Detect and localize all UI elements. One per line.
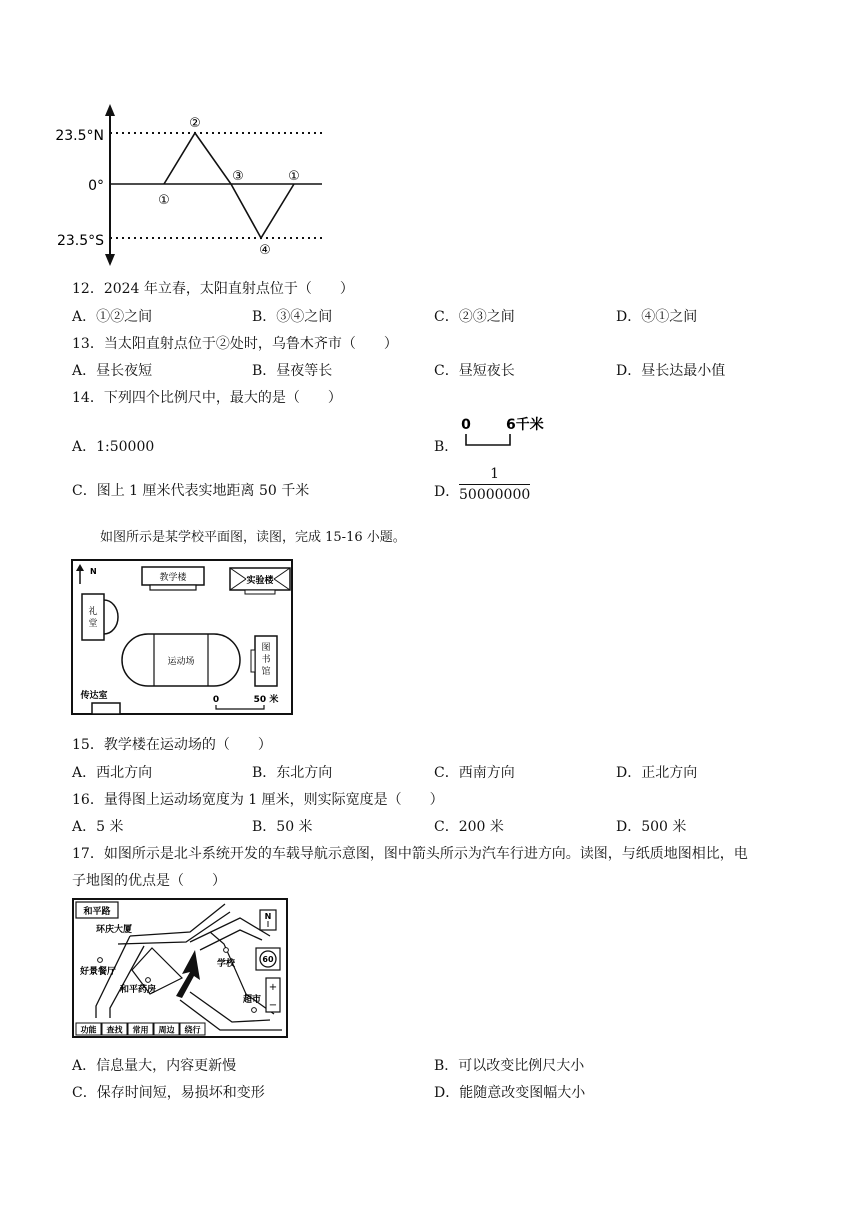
school-north-label: N [90,567,97,576]
q12-option-a[interactable]: A．①②之间 [72,309,153,325]
q13-option-c[interactable]: C．昼短夜长 [434,363,515,379]
q14-fraction-denominator: 50000000 [459,487,531,503]
q14-scale-left: 0 [461,417,471,433]
lab-building-label: 实验楼 [246,576,274,586]
teaching-building-label: 教学楼 [159,573,187,583]
nav-btn-function[interactable]: 功能 [80,1025,97,1035]
nav-button-bar [76,1023,205,1035]
q14-line-scale [456,412,556,452]
nav-pharmacy-label: 和平药房 [119,985,157,995]
marker-1-start: ① [158,193,170,208]
q14-fraction [459,466,530,503]
sports-field-label: 运动场 [167,657,195,667]
q17-stem-line2: 子地图的优点是（ ） [72,873,226,889]
q17-option-b[interactable]: B．可以改变比例尺大小 [434,1058,585,1074]
gate-house-label: 传达室 [80,691,108,701]
nav-huanqing-label: 环庆大厦 [95,925,133,935]
nav-map [70,896,292,1042]
sun-migration-figure [55,100,336,270]
marker-2: ② [189,116,201,131]
label-23-5-s: 23.5°S [56,233,104,249]
q15-option-c[interactable]: C．西南方向 [434,765,515,781]
nav-zoom-plus: + [268,982,278,993]
q13-stem: 13．当太阳直射点位于②处时，乌鲁木齐市（ ） [72,336,398,352]
q12-option-c[interactable]: C．②③之间 [434,309,515,325]
nav-road-label: 和平路 [83,907,111,917]
q17-option-a[interactable]: A．信息量大，内容更新慢 [72,1058,237,1074]
nav-market-label: 超市 [242,995,262,1005]
q14-option-c[interactable]: C．图上 1 厘米代表实地距离 50 千米 [72,483,310,499]
library-label-char1: 图 [261,643,271,653]
library-label-char2: 书 [261,655,271,665]
q14-option-a[interactable]: A．1:50000 [72,439,155,455]
q16-option-b[interactable]: B．50 米 [252,819,313,835]
q15-option-d[interactable]: D．正北方向 [616,765,698,781]
q14-option-d-prefix[interactable]: D． [434,484,460,500]
q15-option-b[interactable]: B．东北方向 [252,765,333,781]
label-equator: 0° [88,178,104,194]
q13-option-d[interactable]: D．昼长达最小值 [616,363,726,379]
nav-school-label: 学校 [216,959,236,969]
marker-4: ④ [259,243,271,258]
marker-3: ③ [232,169,244,184]
q17-option-d[interactable]: D．能随意改变图幅大小 [434,1085,586,1101]
nav-btn-common[interactable]: 常用 [132,1025,149,1035]
school-plan-map [70,558,296,720]
hall-label-char1: 礼 [88,607,98,617]
q15-stem: 15．教学楼在运动场的（ ） [72,737,272,753]
nav-btn-nearby[interactable]: 周边 [158,1025,175,1035]
q14-stem: 14．下列四个比例尺中，最大的是（ ） [72,390,342,406]
nav-btn-search[interactable]: 查找 [106,1025,123,1035]
nav-zoom-minus: − [268,1000,278,1011]
q17-stem-line1: 17．如图所示是北斗系统开发的车载导航示意图，图中箭头所示为汽车行进方向。读图，与纸质地图相比，电 [72,846,748,862]
q13-option-a[interactable]: A．昼长夜短 [72,363,153,379]
school-scale-right: 50 米 [253,695,279,705]
school-scale-left: 0 [212,695,220,705]
q12-stem: 12．2024 年立春，太阳直射点位于（ ） [72,281,354,297]
q17-option-c[interactable]: C．保存时间短，易损坏和变形 [72,1085,265,1101]
q14-fraction-numerator: 1 [459,466,530,485]
q16-option-d[interactable]: D．500 米 [616,819,687,835]
intro-15-16: 如图所示是某学校平面图，读图，完成 15-16 小题。 [100,530,406,545]
q13-option-b[interactable]: B．昼夜等长 [252,363,333,379]
library-label-char3: 馆 [261,667,271,677]
q15-option-a[interactable]: A．西北方向 [72,765,153,781]
nav-north-label: N [264,912,272,921]
label-23-5-n: 23.5°N [55,128,104,144]
q16-stem: 16．量得图上运动场宽度为 1 厘米，则实际宽度是（ ） [72,792,444,808]
q14-scale-right: 6千米 [506,417,544,433]
q12-option-d[interactable]: D．④①之间 [616,309,698,325]
nav-speed-label: 60 [262,955,274,964]
nav-btn-detour[interactable]: 绕行 [184,1025,201,1035]
q16-option-c[interactable]: C．200 米 [434,819,504,835]
nav-restaurant-label: 好景餐厅 [79,967,117,977]
hall-label-char2: 堂 [88,619,98,629]
q16-option-a[interactable]: A．5 米 [72,819,124,835]
marker-1-end: ① [288,169,300,184]
q14-option-b-prefix[interactable]: B． [434,439,459,455]
q12-option-b[interactable]: B．③④之间 [252,309,333,325]
